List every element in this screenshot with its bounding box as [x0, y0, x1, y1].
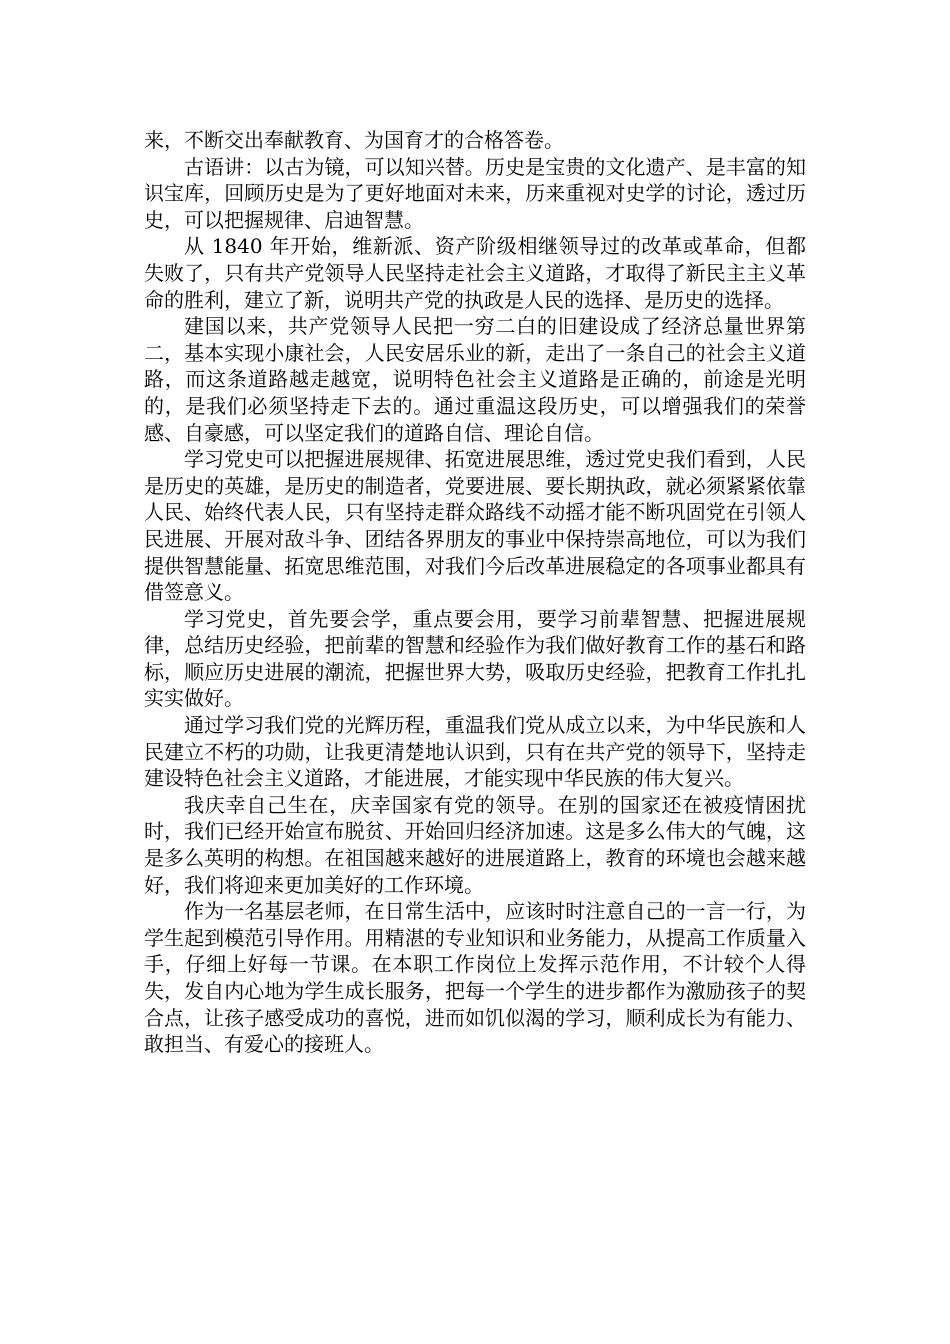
paragraph-fortunate: 我庆幸自己生在，庆幸国家有党的领导。在别的国家还在被疫情困扰时，我们已经开始宣布脱贫、开始回归经济加速。这是多么伟大的气魄，这是多么英明的构想。在祖国越来越好的进展道路上，教育的环境也会越来越好，我们将迎来更加美好的工作环境。 [144, 792, 806, 897]
paragraph-history-mirror: 古语讲：以古为镜，可以知兴替。历史是宝贵的文化遗产、是丰富的知识宝库，回顾历史是为了更好地面对未来，历来重视对史学的讨论，透过历史，可以把握规律、启迪智慧。 [144, 154, 806, 232]
paragraph-party-history-study: 学习党史可以把握进展规律、拓宽进展思维，透过党史我们看到，人民是历史的英雄，是历史的制造者，党要进展、要长期执政，就必须紧紧依靠人民、始终代表人民，只有坚持走群众路线不动摇才能不断巩固党在引领人民进展、开展对敌斗争、团结各界朋友的事业中保持崇高地位，可以为我们提供智慧能量、拓宽思维范围，对我们今后改革进展稳定的各项事业都具有借签意义。 [144, 447, 806, 605]
paragraph-continuation: 来，不断交出奉献教育、为国育才的合格答卷。 [144, 128, 564, 152]
paragraph-since-1840: 从 1840 年开始，维新派、资产阶级相继领导过的改革或革命，但都失败了，只有共产党领导人民坚持走社会主义道路，才取得了新民主主义革命的胜利，建立了新，说明共产党的执政是人民的选择、是历史的选择。 [144, 234, 806, 312]
paragraph-since-founding: 建国以来，共产党领导人民把一穷二白的旧建设成了经济总量世界第二，基本实现小康社会，人民安居乐业的新，走出了一条自己的社会主义道路，而这条道路越走越宽，说明特色社会主义道路是正确的，前途是光明的，是我们必须坚持走下去的。通过重温这段历史，可以增强我们的荣誉感、自豪感，可以坚定我们的道路自信、理论自信。 [144, 314, 806, 445]
paragraph-glorious-course: 通过学习我们党的光辉历程，重温我们党从成立以来，为中华民族和人民建立不朽的功勋，让我更清楚地认识到，只有在共产党的领导下，坚持走建设特色社会主义道路，才能进展，才能实现中华民族的伟大复兴。 [144, 713, 806, 791]
paragraph-learn-and-apply: 学习党史，首先要会学，重点要会用，要学习前辈智慧、把握进展规律，总结历史经验，把前辈的智慧和经验作为我们做好教育工作的基石和路标，顺应历史进展的潮流，把握世界大势，吸取历史经验，把教育工作扎扎实实做好。 [144, 606, 806, 711]
document-body [144, 127, 806, 1058]
paragraph-grassroots-teacher: 作为一名基层老师，在日常生活中，应该时时注意自己的一言一行，为学生起到模范引导作用。用精湛的专业知识和业务能力，从提高工作质量入手，仔细上好每一节课。在本职工作岗位上发挥示范作用，不计较个人得失，发自内心地为学生成长服务，把每一个学生的进步都作为激励孩子的契合点，让孩子感受成功的喜悦，进而如饥似渴的学习，顺利成长为有能力、敢担当、有爱心的接班人。 [144, 899, 806, 1057]
